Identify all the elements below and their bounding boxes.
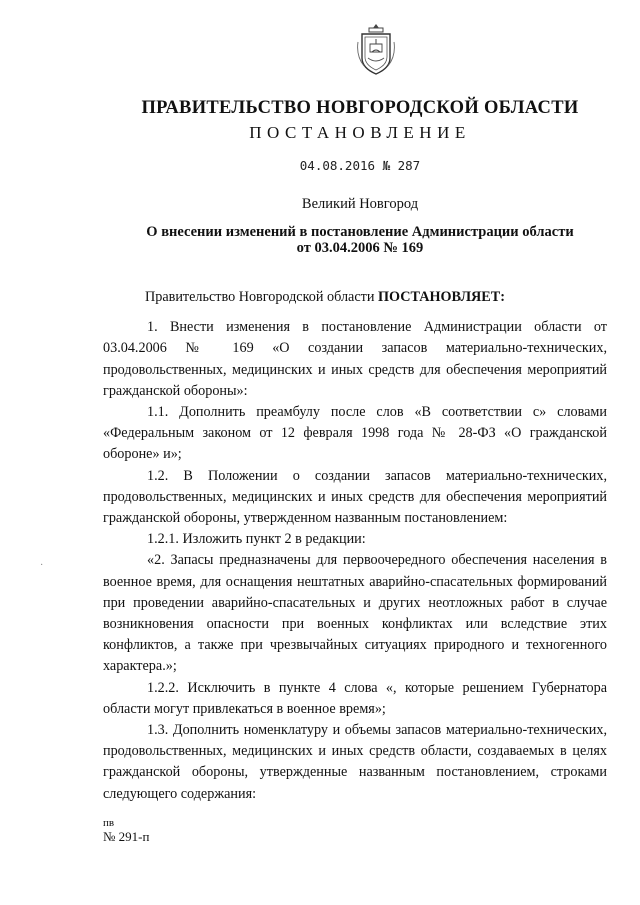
paragraph-1: 1. Внести изменения в постановление Администрации области от 03.04.2006 № 169 «О создании запасов материально-технических, продовольственных, медицинских и иных средств для обеспечения мероприятий гражданской обороны»:	[103, 319, 607, 399]
paragraph-quoted-item-2: «2. Запасы предназначены для первоочередного обеспечения населения в военное время, для оснащения нештатных аварийно-спасательных формирований при проведении аварийно-спасательных и других неотложных работ в случае возникновения опасности при военных конфликтах или вследствие этих конфликтов, а также при чрезвычайных ситуациях природного и техногенного характера.»;	[103, 552, 607, 675]
paragraph-1-2: 1.2. В Положении о создании запасов материально-технических, продовольственных, медицинских и иных средств для обеспечения мероприятий гражданской обороны, утвержденном названным постановлением:	[103, 467, 607, 527]
footer-number: № 291-п	[103, 829, 150, 844]
document-subject	[100, 224, 620, 256]
date-and-number: 04.08.2016 № 287	[299, 158, 421, 173]
coat-of-arms-icon	[354, 22, 398, 76]
document-body	[103, 287, 607, 805]
footer-registration	[103, 817, 149, 843]
document-type: ПОСТАНОВЛЕНИЕ	[249, 123, 471, 142]
intro-paragraph	[103, 287, 607, 308]
scan-dot: ·	[40, 560, 44, 571]
paragraph-1-3: 1.3. Дополнить номенклатуру и объемы запасов материально-технических, продовольственных, медицинских и иных средств области, создаваемых в целях гражданской обороны, утвержденные названным постановлением, строками следующего содержания:	[103, 722, 607, 802]
subject-line-1: О внесении изменений в постановление Администрации области	[146, 224, 574, 240]
footer-initials: пв	[103, 817, 115, 829]
paragraph-1-2-2: 1.2.2. Исключить в пункте 4 слова «, которые решением Губернатора области могут привлекаться в военное время»;	[103, 679, 607, 717]
intro-decree-word: ПОСТАНОВЛЯЕТ:	[377, 289, 505, 305]
paragraph-1-1: 1.1. Дополнить преамбулу после слов «В соответствии с» словами «Федеральным законом от 12 февраля 1998 года № 28-ФЗ «О гражданской обороне» и»;	[103, 404, 607, 463]
government-title: ПРАВИТЕЛЬСТВО НОВГОРОДСКОЙ ОБЛАСТИ	[141, 98, 579, 118]
intro-text: Правительство Новгородской области	[145, 289, 378, 305]
paragraph-1-2-1: 1.2.1. Изложить пункт 2 в редакции:	[147, 531, 366, 548]
subject-line-2: от 03.04.2006 № 169	[296, 240, 424, 256]
city: Великий Новгород	[301, 196, 419, 212]
